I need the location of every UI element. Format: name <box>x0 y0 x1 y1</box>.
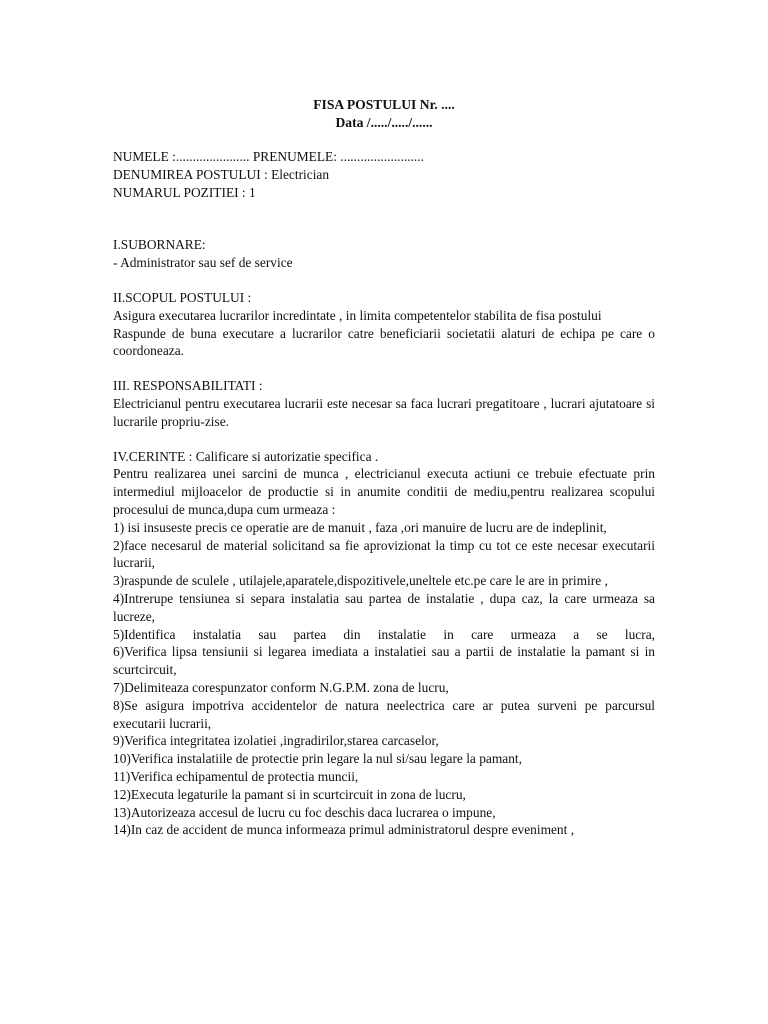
section-paragraph: Raspunde de buna executare a lucrarilor catre beneficiarii societatii alaturi de echipa pe care o coordoneaza. <box>113 325 655 359</box>
section-heading: I.SUBORNARE: <box>113 237 206 253</box>
list-item: 2)face necesarul de material solicitand sa fie aprovizionat la timp cu tot ce este necesar executarii lucrarii, <box>113 537 655 571</box>
list-item: 3)raspunde de sculele , utilajele,aparatele,dispozitivele,uneltele etc.pe care le are in primire , <box>113 573 608 589</box>
section-heading: IV.CERINTE : Calificare si autorizatie specifica . <box>113 448 379 464</box>
section-line: - Administrator sau sef de service <box>113 255 293 271</box>
section-paragraph: Electricianul pentru executarea lucrarii este necesar sa faca lucrari pregatitoare , lucrari ajutatoare si lucrarile propriu-zise. <box>113 395 655 429</box>
list-item: 13)Autorizeaza accesul de lucru cu foc deschis daca lucrarea o impune, <box>113 804 496 820</box>
list-item: 10)Verifica instalatiile de protectie prin legare la nul si/sau legare la pamant, <box>113 751 522 767</box>
list-item: 6)Verifica lipsa tensiunii si legarea imediata a instalatiei sau a partii de instalatie la pamant si in scurtcircuit, <box>113 644 655 678</box>
section-requirements <box>113 448 655 840</box>
section-heading: II.SCOPUL POSTULUI : <box>113 289 252 305</box>
document-date: Data /...../...../...... <box>335 114 433 130</box>
job-title-line: DENUMIREA POSTULUI : Electrician <box>113 166 330 182</box>
list-item: 9)Verifica integritatea izolatiei ,ingradirilor,starea carcaselor, <box>113 733 439 749</box>
list-item: 12)Executa legaturile la pamant si in scurtcircuit in zona de lucru, <box>113 786 466 802</box>
section-job-purpose <box>113 289 655 360</box>
section-paragraph: Asigura executarea lucrarilor incredintate , in limita competentelor stabilita de fisa postului <box>113 307 602 323</box>
section-heading: III. RESPONSABILITATI : <box>113 378 263 394</box>
list-item: 4)Intrerupe tensiunea si separa instalatia sau partea de instalatie , dupa caz, la care urmeaza sa lucreze, <box>113 590 655 624</box>
name-line: NUMELE :...................... PRENUMELE: ......................... <box>113 149 424 164</box>
list-item: 1) isi insuseste precis ce operatie are de manuit , faza ,ori manuire de lucru are de indeplinit, <box>113 519 607 535</box>
list-item: 7)Delimiteaza corespunzator conform N.G.P.M. zona de lucru, <box>113 679 449 695</box>
list-item: 5)Identifica instalatia sau partea din instalatie in care urmeaza a se lucra, <box>113 626 655 642</box>
section-intro: Pentru realizarea unei sarcini de munca , electricianul executa actiuni ce trebuie efectuate prin intermediul mijloacelor de productie si in anumite conditii de mediu,pentru realizarea scopului procesului de munca,dupa cum urmeaza : <box>113 466 655 517</box>
list-item: 11)Verifica echipamentul de protectia muncii, <box>113 768 359 784</box>
list-item: 14)In caz de accident de munca informeaza primul administratorul despre eveniment , <box>113 822 575 838</box>
document-body <box>113 96 655 839</box>
position-number-line: NUMARUL POZITIEI : 1 <box>113 184 256 200</box>
list-item: 8)Se asigura impotriva accidentelor de natura neelectrica care ar putea surveni pe parcursul executarii lucrarii, <box>113 697 655 731</box>
document-title: FISA POSTULUI Nr. .... <box>313 97 455 112</box>
section-subordination <box>113 236 655 272</box>
header-block <box>113 148 655 201</box>
section-responsibilities <box>113 377 655 430</box>
requirements-list <box>113 519 655 839</box>
